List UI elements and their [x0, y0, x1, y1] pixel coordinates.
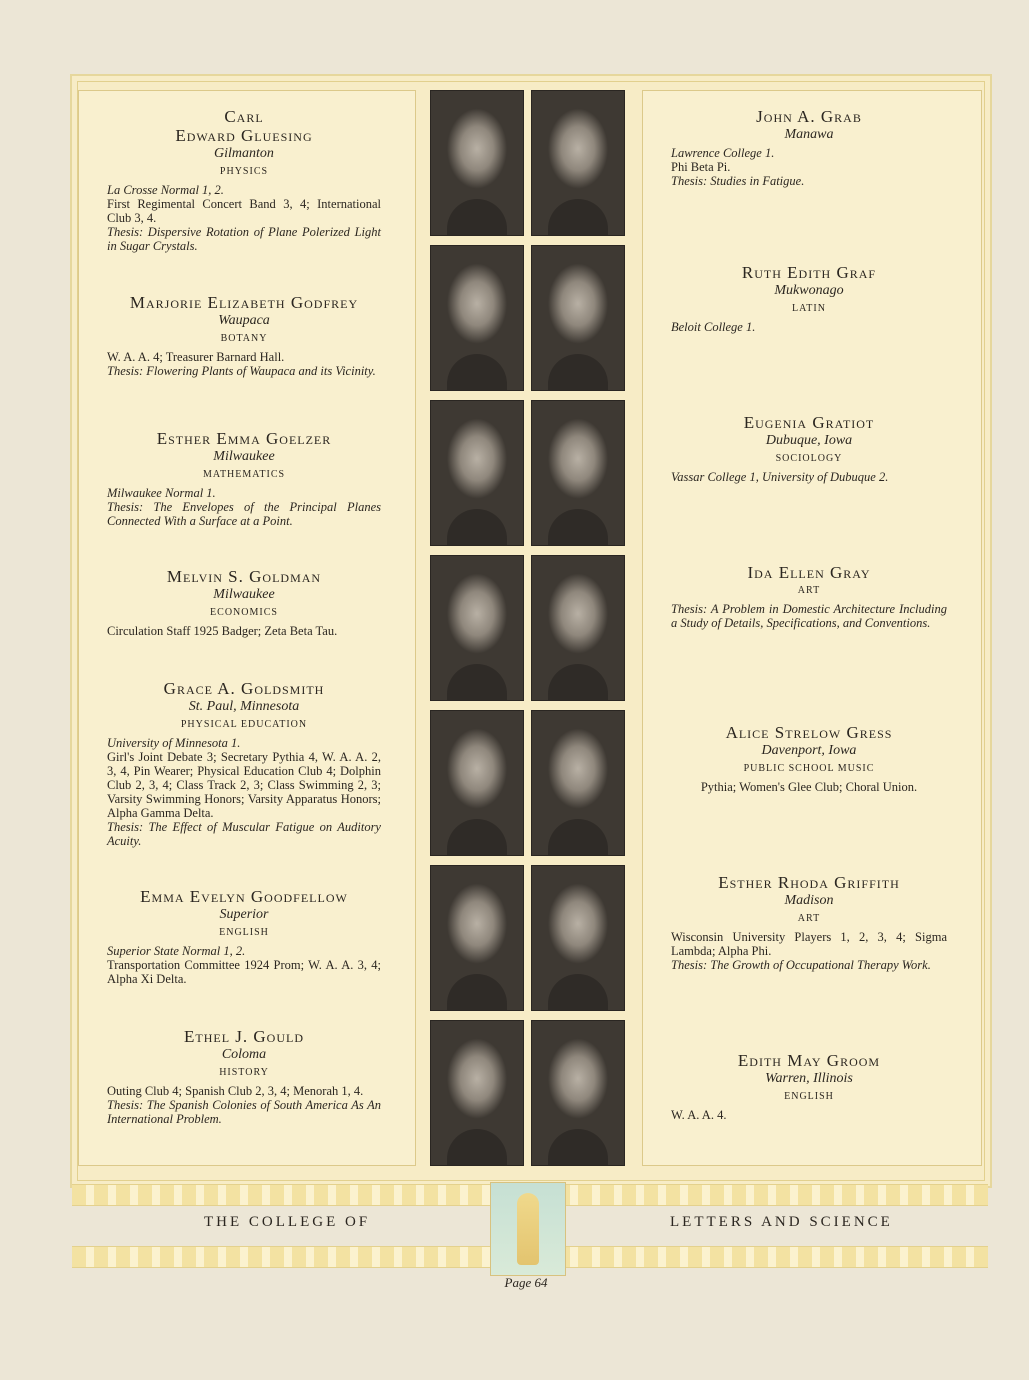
- entry-town: Madison: [784, 893, 834, 908]
- entry-details: [107, 624, 381, 638]
- entry-dept: MATHEMATICS: [202, 469, 286, 480]
- portrait-photo: [531, 400, 625, 546]
- page-number: Page 64: [504, 1275, 548, 1290]
- entry-prior: Beloit College 1.: [671, 320, 756, 334]
- entry-town: Manawa: [784, 127, 834, 142]
- entry: [107, 293, 381, 378]
- entry-name: Melvin S. Goldman: [166, 567, 322, 586]
- entry: [671, 873, 947, 972]
- entry-town: Superior: [219, 907, 269, 922]
- left-column: [78, 90, 416, 1166]
- entry-name: Ethel J. Gould: [183, 1027, 304, 1046]
- entry-thesis: Thesis: The Spanish Colonies of South America As An International Problem.: [107, 1098, 381, 1126]
- entry-thesis: Thesis: The Growth of Occupational Therapy Work.: [671, 958, 931, 972]
- entry-details: [107, 183, 381, 253]
- entry-dept: ART: [797, 913, 821, 924]
- entry-prior: Superior State Normal 1, 2.: [107, 944, 246, 958]
- entry-thesis: Thesis: Dispersive Rotation of Plane Polerized Light in Sugar Crystals.: [107, 225, 381, 253]
- entry-town: Coloma: [221, 1047, 267, 1062]
- entry-town: Warren, Illinois: [765, 1071, 853, 1086]
- entry: [671, 1051, 947, 1122]
- entry-activities: Girl's Joint Debate 3; Secretary Pythia 4, W. A. A. 2, 3, 4, Pin Wearer; Physical Education Club 4; Dolphin Club 2, 3, 4; Class Track 2, 3; Class Swimming 2, 3; Varsity Swimming Honors; Varsity Apparatus Honors; Alpha Gamma Delta.: [107, 750, 381, 820]
- portrait-photo: [531, 555, 625, 701]
- portrait-photo: [430, 90, 524, 236]
- entry-details: [671, 602, 947, 630]
- entry-activities: Pythia; Women's Glee Club; Choral Union.: [700, 780, 918, 794]
- entry-name: Grace A. Goldsmith: [163, 679, 325, 698]
- entry-details: [107, 736, 381, 848]
- entry-town: Milwaukee: [213, 587, 275, 602]
- entry-details: [671, 1108, 947, 1122]
- entry: [107, 887, 381, 986]
- entry-town: Gilmanton: [214, 146, 274, 161]
- portrait-photo: [430, 555, 524, 701]
- entry-dept: PHYSICS: [219, 166, 269, 177]
- entry-town: Waupaca: [218, 313, 270, 328]
- entry-activities: Circulation Staff 1925 Badger; Zeta Beta Tau.: [107, 624, 338, 638]
- entry-town: Davenport, Iowa: [761, 743, 857, 758]
- entry-name: Esther Emma Goelzer: [156, 429, 332, 448]
- entry-details: [671, 320, 947, 334]
- entry-name: Carl Edward Gluesing: [175, 107, 313, 145]
- entry-name: Ruth Edith Graf: [741, 263, 877, 282]
- entry: [671, 107, 947, 188]
- entry-dept: PUBLIC SCHOOL MUSIC: [743, 763, 875, 774]
- footer-right-text: LETTERS AND SCIENCE: [670, 1214, 893, 1230]
- portrait-photo: [531, 1020, 625, 1166]
- entry-activities: Outing Club 4; Spanish Club 2, 3, 4; Menorah 1, 4.: [107, 1084, 364, 1098]
- entry: [671, 263, 947, 334]
- entry: [107, 679, 381, 848]
- right-column: [642, 90, 982, 1166]
- entry-details: [107, 350, 381, 378]
- entry: [107, 107, 381, 253]
- portrait-photo: [531, 865, 625, 1011]
- entry-name: Alice Strelow Gress: [725, 723, 893, 742]
- entry-name: Ida Ellen Gray: [747, 563, 871, 582]
- portrait-photo: [430, 400, 524, 546]
- entry-prior: Vassar College 1, University of Dubuque 2.: [671, 470, 889, 484]
- entry-town: Dubuque, Iowa: [765, 433, 853, 448]
- entry-name: John A. Grab: [756, 107, 862, 126]
- entry-dept: ENGLISH: [219, 927, 269, 938]
- entry-activities: First Regimental Concert Band 3, 4; International Club 3, 4.: [107, 197, 381, 225]
- entry-name: Marjorie Elizabeth Godfrey: [129, 293, 359, 312]
- entry: [107, 1027, 381, 1126]
- entry: [671, 563, 947, 630]
- entry-details: [671, 146, 947, 188]
- entry-dept: ENGLISH: [784, 1091, 834, 1102]
- entry-dept: SOCIOLOGY: [775, 453, 843, 464]
- entry-thesis: Thesis: The Envelopes of the Principal Planes Connected With a Surface at a Point.: [107, 500, 381, 528]
- entry-details: [671, 470, 947, 484]
- entry-name: Esther Rhoda Griffith: [718, 873, 900, 892]
- entry-name: Edith May Groom: [737, 1051, 881, 1070]
- entry: [107, 567, 381, 638]
- entry-dept: ART: [797, 585, 821, 596]
- entry-dept: PHYSICAL EDUCATION: [180, 719, 308, 730]
- footer-left-text: THE COLLEGE OF: [204, 1214, 371, 1230]
- portrait-photo: [531, 245, 625, 391]
- entry-town: Milwaukee: [213, 449, 275, 464]
- entry: [107, 429, 381, 528]
- entry-prior: Milwaukee Normal 1.: [107, 486, 216, 500]
- statue-figure-icon: [517, 1193, 539, 1265]
- portrait-photo: [430, 865, 524, 1011]
- portrait-photo: [531, 90, 625, 236]
- entry-town: Mukwonago: [774, 283, 844, 298]
- entry-prior: University of Minnesota 1.: [107, 736, 241, 750]
- entry-dept: HISTORY: [219, 1067, 269, 1078]
- entry-activities: Wisconsin University Players 1, 2, 3, 4; Sigma Lambda; Alpha Phi.: [671, 930, 947, 958]
- entry-dept: LATIN: [792, 303, 826, 314]
- portrait-photo: [531, 710, 625, 856]
- portrait-photo: [430, 245, 524, 391]
- entry-details: [671, 930, 947, 972]
- entry-name: Emma Evelyn Goodfellow: [140, 887, 348, 906]
- portrait-strip: [430, 90, 627, 1166]
- entry-name: Eugenia Gratiot: [743, 413, 875, 432]
- entry-activities: W. A. A. 4.: [671, 1108, 727, 1122]
- entry-activities: W. A. A. 4; Treasurer Barnard Hall.: [107, 350, 285, 364]
- entry-prior: Lawrence College 1.: [671, 146, 775, 160]
- entry-thesis: Thesis: Studies in Fatigue.: [671, 174, 805, 188]
- entry-prior: La Crosse Normal 1, 2.: [107, 183, 224, 197]
- entry-activities: Transportation Committee 1924 Prom; W. A. A. 3, 4; Alpha Xi Delta.: [107, 958, 381, 986]
- entry: [671, 723, 947, 794]
- portrait-photo: [430, 710, 524, 856]
- entry-town: St. Paul, Minnesota: [188, 699, 300, 714]
- entry-thesis: Thesis: A Problem in Domestic Architecture Including a Study of Details, Specifications, and Conventions.: [671, 602, 947, 630]
- entry-details: [671, 780, 947, 794]
- entry-details: [107, 944, 381, 986]
- entry-dept: ECONOMICS: [210, 607, 278, 618]
- entry-dept: BOTANY: [220, 333, 268, 344]
- portrait-photo: [430, 1020, 524, 1166]
- entry-details: [107, 1084, 381, 1126]
- entry-thesis: Thesis: Flowering Plants of Waupaca and its Vicinity.: [107, 364, 376, 378]
- entry-activities: Phi Beta Pi.: [671, 160, 731, 174]
- entry-details: [107, 486, 381, 528]
- entry-thesis: Thesis: The Effect of Muscular Fatigue on Auditory Acuity.: [107, 820, 381, 848]
- entry: [671, 413, 947, 484]
- emblem: [490, 1182, 566, 1276]
